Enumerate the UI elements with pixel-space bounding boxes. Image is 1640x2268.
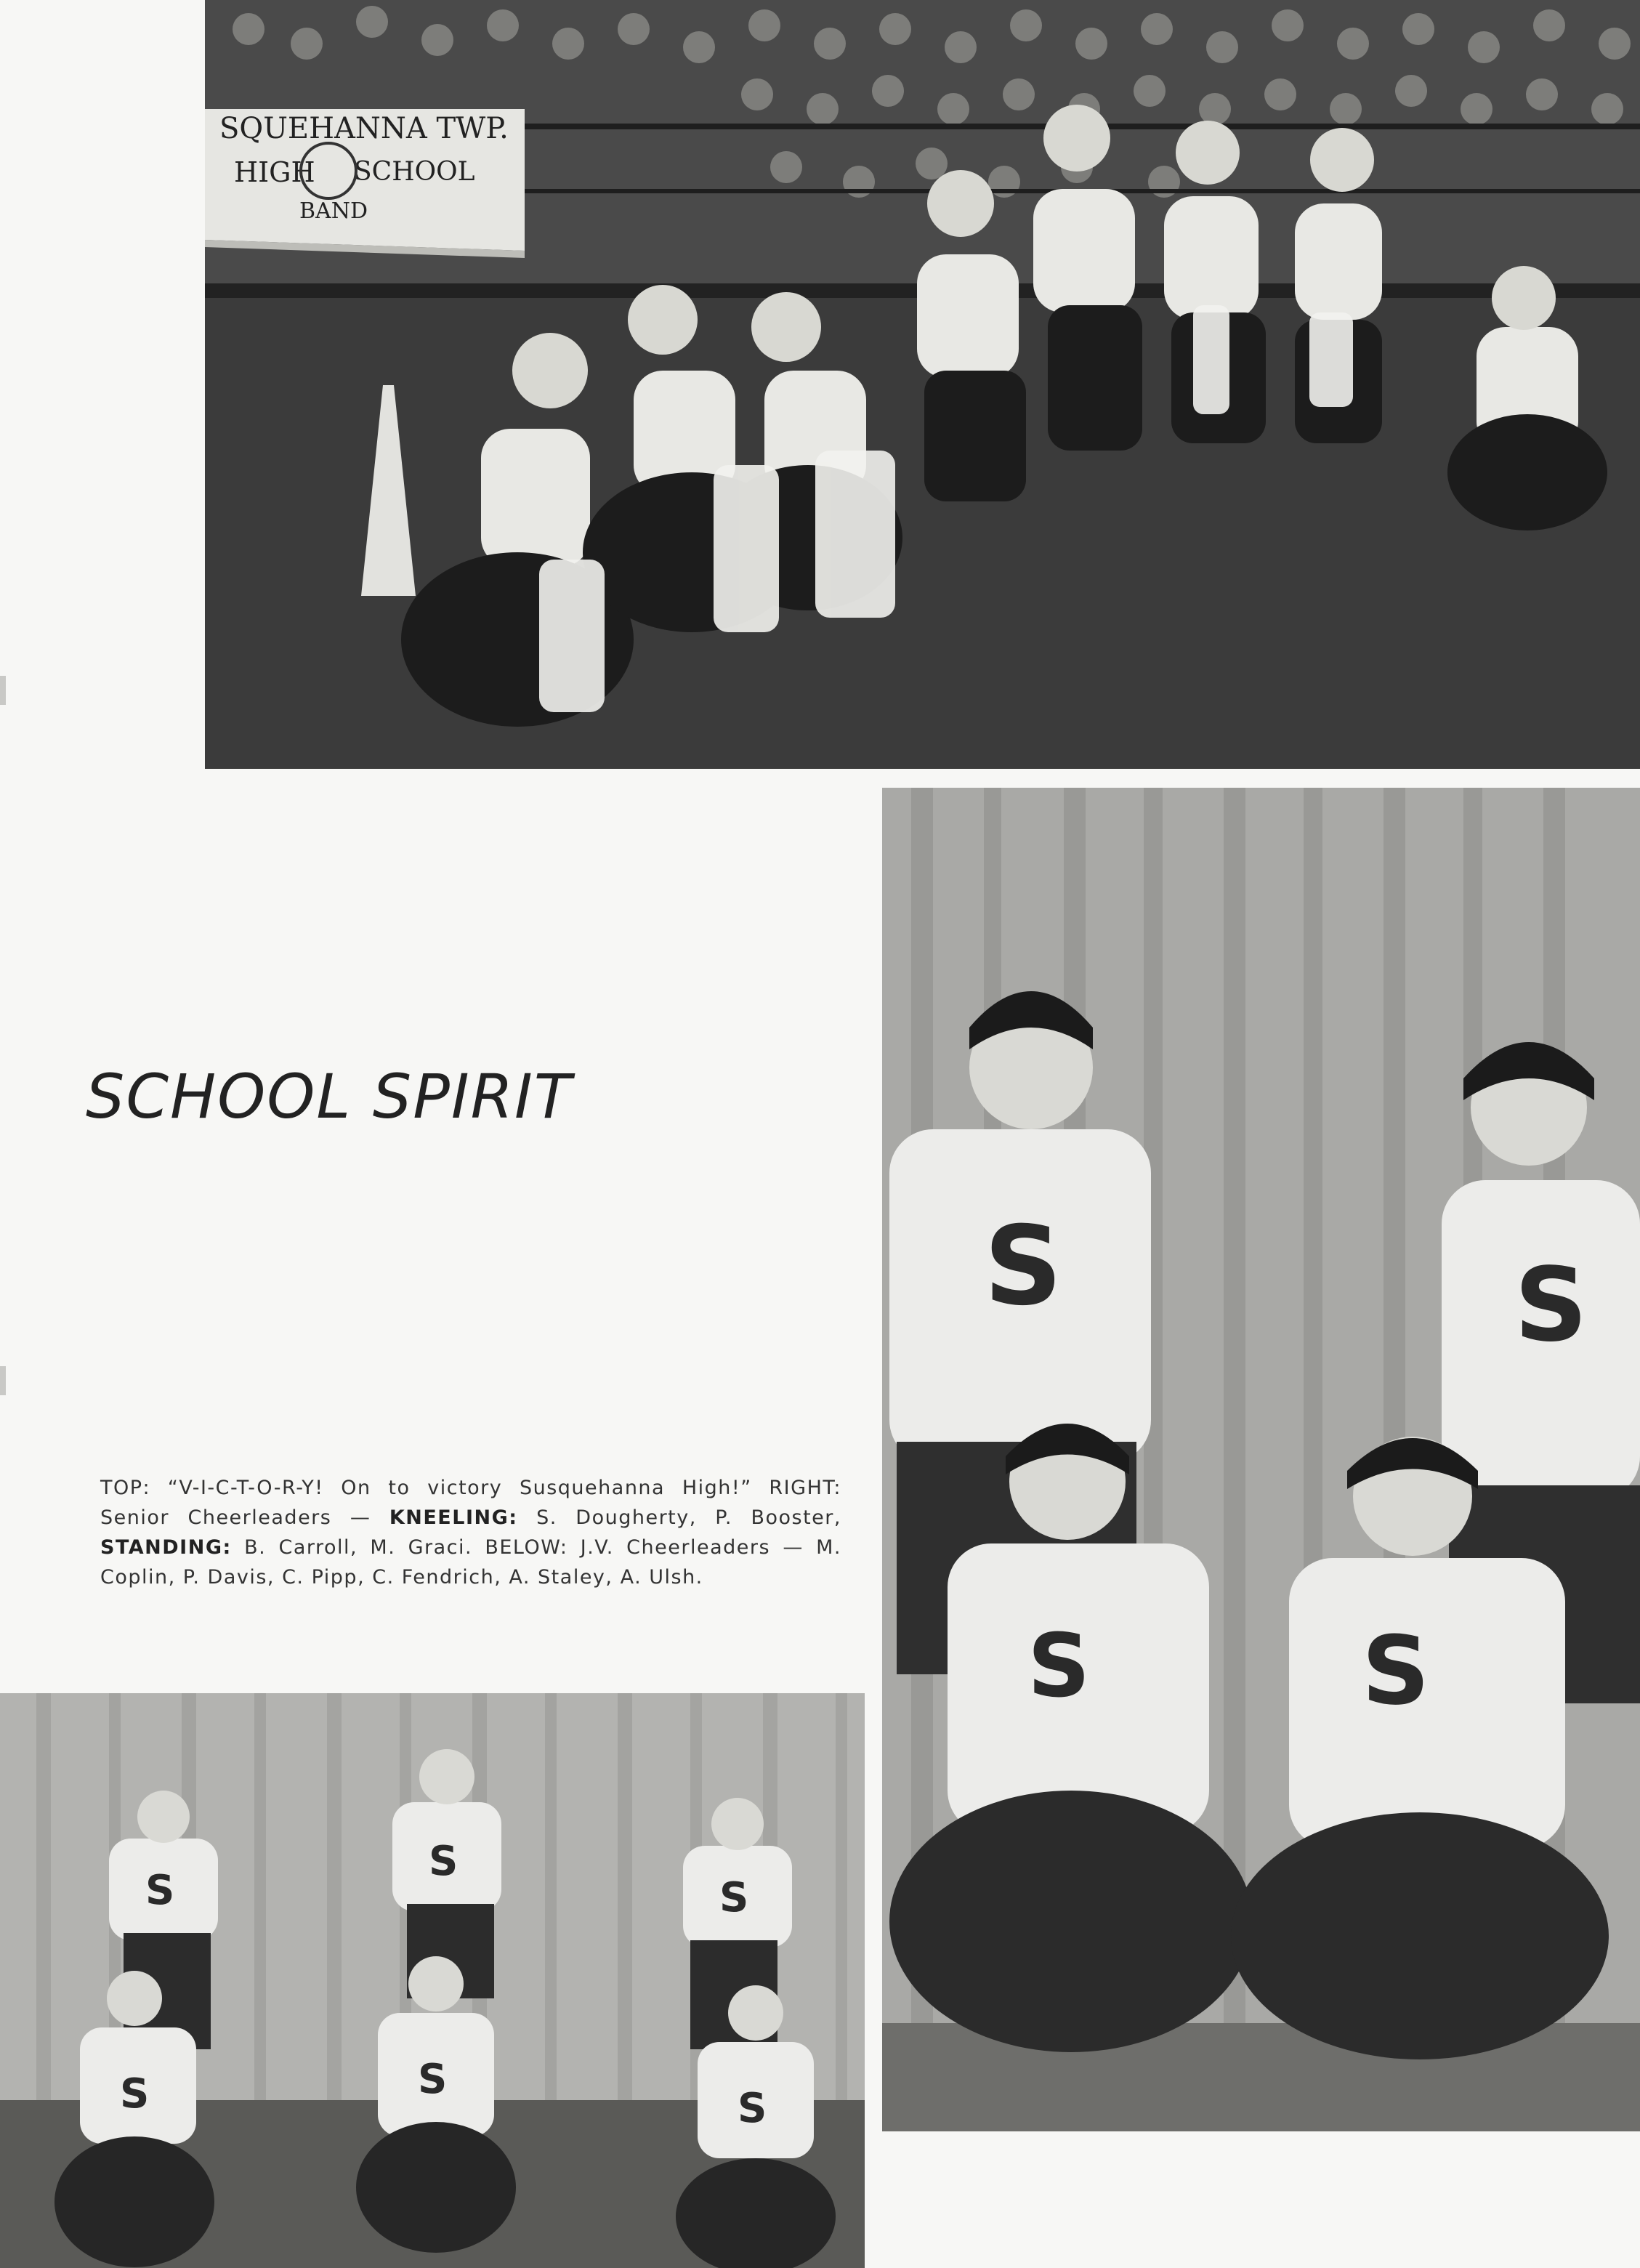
svg-text:S: S bbox=[719, 1874, 749, 1921]
bottom-photo bbox=[0, 1693, 865, 2268]
page-title: SCHOOL SPIRIT bbox=[86, 1061, 573, 1132]
top-photo-image bbox=[205, 0, 1640, 769]
svg-text:S: S bbox=[418, 2056, 448, 2103]
page-edge-mark bbox=[0, 1366, 6, 1395]
svg-text:S: S bbox=[145, 1867, 175, 1914]
svg-text:S: S bbox=[1362, 1615, 1430, 1726]
caption-part-2: S. Dougherty, P. Booster, bbox=[536, 1506, 841, 1529]
svg-text:S: S bbox=[1514, 1246, 1588, 1365]
banner-text-line3: BAND bbox=[299, 198, 368, 224]
svg-text:S: S bbox=[1027, 1616, 1091, 1717]
caption-standing-label: STANDING: bbox=[100, 1536, 232, 1559]
banner-text-left: HIGH bbox=[234, 156, 315, 188]
right-photo bbox=[882, 788, 1640, 2131]
svg-text:S: S bbox=[120, 2070, 150, 2118]
banner-text-line1: SQUEHANNA TWP. bbox=[219, 112, 509, 145]
banner-text-right: SCHOOL bbox=[354, 157, 475, 187]
caption-kneeling-label: KNEELING: bbox=[389, 1506, 518, 1529]
caption-part-1: TOP: “V-I-C-T-O-R-Y! On to victory Susquehanna High!” RIGHT: Senior Cheerleaders — bbox=[100, 1477, 841, 1529]
bottom-photo-image bbox=[0, 1693, 865, 2268]
svg-text:S: S bbox=[984, 1203, 1063, 1330]
top-photo bbox=[205, 0, 1640, 769]
svg-text:S: S bbox=[429, 1838, 459, 1885]
right-photo-image bbox=[882, 788, 1640, 2131]
caption-part-3: B. Carroll, M. Graci. BELOW: J.V. Cheerleaders — M. Coplin, P. Davis, C. Pipp, C. Fendrich, A. Staley, A. Ulsh. bbox=[100, 1536, 841, 1589]
svg-text:S: S bbox=[738, 2085, 767, 2132]
page-edge-mark bbox=[0, 676, 6, 705]
photo-caption bbox=[100, 1473, 841, 1592]
